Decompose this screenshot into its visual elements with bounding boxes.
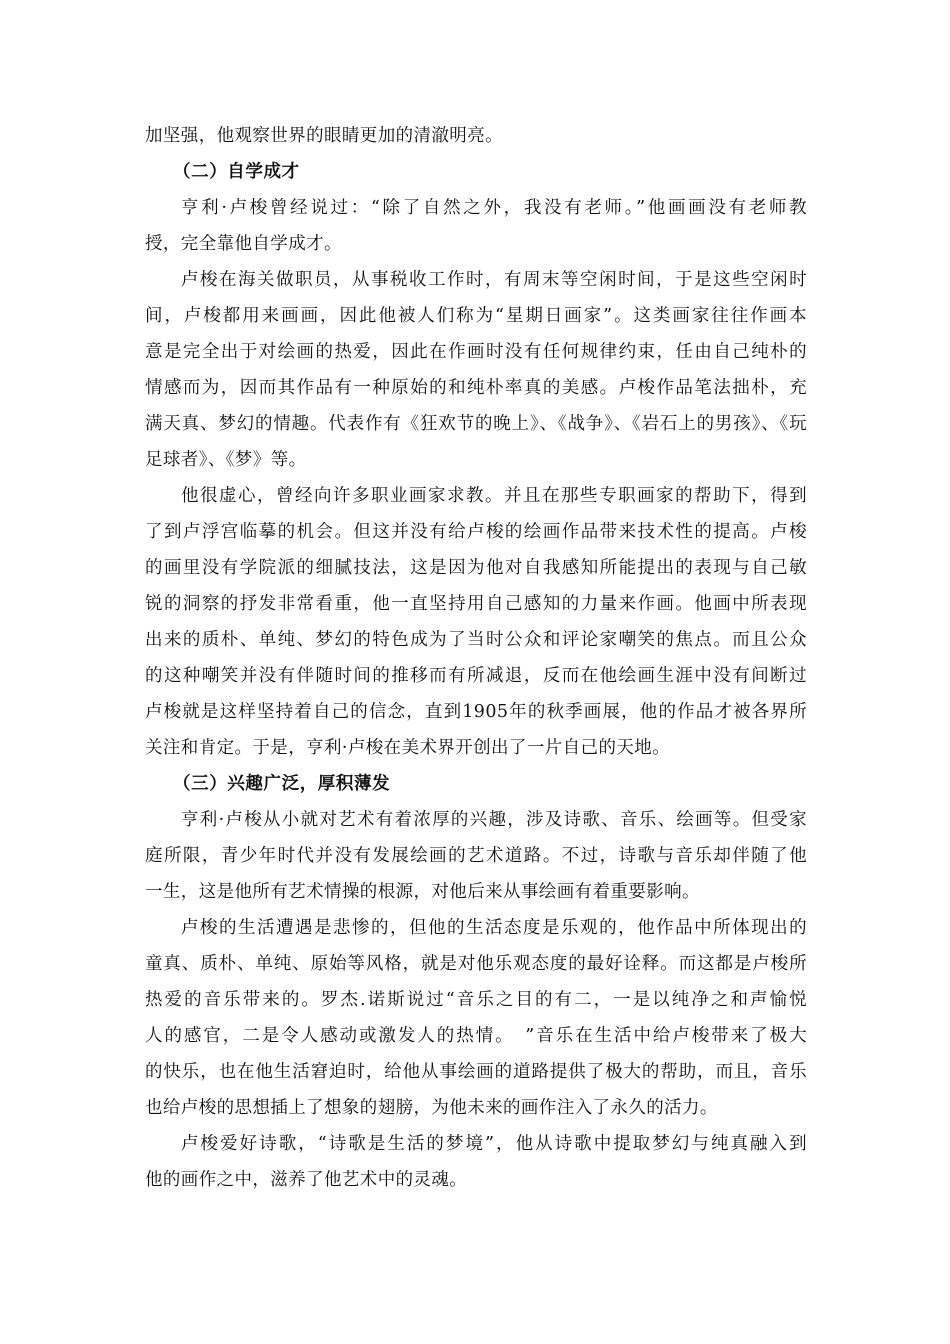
text-line: 亨利·卢梭曾经说过：“除了自然之外，我没有老师。”他画画没有老师教	[181, 198, 807, 218]
text-line: 他的画作之中，滋养了他艺术中的灵魂。	[145, 1170, 468, 1190]
text-line: 满天真、梦幻的情趣。代表作有《狂欢节的晚上》、《战争》、《岩石上的男孩》、《玩	[145, 414, 807, 434]
text-line: 意是完全出于对绘画的热爱，因此在作画时没有任何规律约束，任由自己纯朴的	[145, 342, 807, 362]
text-line: 情感而为，因而其作品有一种原始的和纯朴率真的美感。卢梭作品笔法拙朴，充	[145, 378, 807, 398]
text-line: 关注和肯定。于是，亨利·卢梭在美术界开创出了一片自己的天地。	[145, 738, 671, 758]
text-line: 卢梭爱好诗歌，“诗歌是生活的梦境”，他从诗歌中提取梦幻与纯真融入到	[181, 1134, 807, 1154]
document-page	[145, 118, 807, 1198]
text-line: 庭所限，青少年时代并没有发展绘画的艺术道路。不过，诗歌与音乐却伴随了他	[145, 846, 807, 866]
text-line: 卢梭在海关做职员，从事税收工作时，有周末等空闲时间，于是这些空闲时	[181, 270, 807, 290]
text-line: 出来的质朴、单纯、梦幻的特色成为了当时公众和评论家嘲笑的焦点。而且公众	[145, 630, 807, 650]
text-line: 的画里没有学院派的细腻技法，这是因为他对自我感知所能提出的表现与自己敏	[145, 558, 807, 578]
section-heading: （二）自学成才	[173, 162, 300, 182]
text-line: 授，完全靠他自学成才。	[145, 234, 342, 254]
text-line: 亨利·卢梭从小就对艺术有着浓厚的兴趣，涉及诗歌、音乐、绘画等。但受家	[181, 810, 807, 830]
text-line: 加坚强，他观察世界的眼睛更加的清澈明亮。	[145, 126, 503, 146]
text-line: 的这种嘲笑并没有伴随时间的推移而有所减退，反而在他绘画生涯中没有间断过	[145, 666, 807, 686]
text-line: 卢梭的生活遭遇是悲惨的，但他的生活态度是乐观的，他作品中所体现出的	[181, 918, 807, 938]
text-line: 也给卢梭的思想插上了想象的翅膀，为他未来的画作注入了永久的活力。	[145, 1098, 718, 1118]
text-line: 卢梭就是这样坚持着自己的信念，直到1905年的秋季画展，他的作品才被各界所	[145, 702, 807, 722]
text-line: 锐的洞察的抒发非常看重，他一直坚持用自己感知的力量来作画。他画中所表现	[145, 594, 807, 614]
text-line: 了到卢浮宫临摹的机会。但这并没有给卢梭的绘画作品带来技术性的提高。卢梭	[145, 522, 807, 542]
text-line: 间，卢梭都用来画画，因此他被人们称为“星期日画家”。这类画家往往作画本	[145, 306, 807, 326]
text-line: 的快乐，也在他生活窘迫时，给他从事绘画的道路提供了极大的帮助，而且，音乐	[145, 1062, 807, 1082]
text-line: 热爱的音乐带来的。罗杰.诺斯说过“音乐之目的有二，一是以纯净之和声愉悦	[145, 990, 807, 1010]
section-heading: （三）兴趣广泛，厚积薄发	[173, 774, 391, 794]
text-line: 足球者》、《梦》等。	[145, 450, 307, 470]
text-line: 童真、质朴、单纯、原始等风格，就是对他乐观态度的最好诠释。而这都是卢梭所	[145, 954, 807, 974]
text-line: 人的感官，二是令人感动或激发人的热情。 ”音乐在生活中给卢梭带来了极大	[145, 1026, 807, 1046]
text-line: 一生，这是他所有艺术情操的根源，对他后来从事绘画有着重要影响。	[145, 882, 700, 902]
text-line: 他很虚心，曾经向许多职业画家求教。并且在那些专职画家的帮助下，得到	[181, 486, 807, 506]
